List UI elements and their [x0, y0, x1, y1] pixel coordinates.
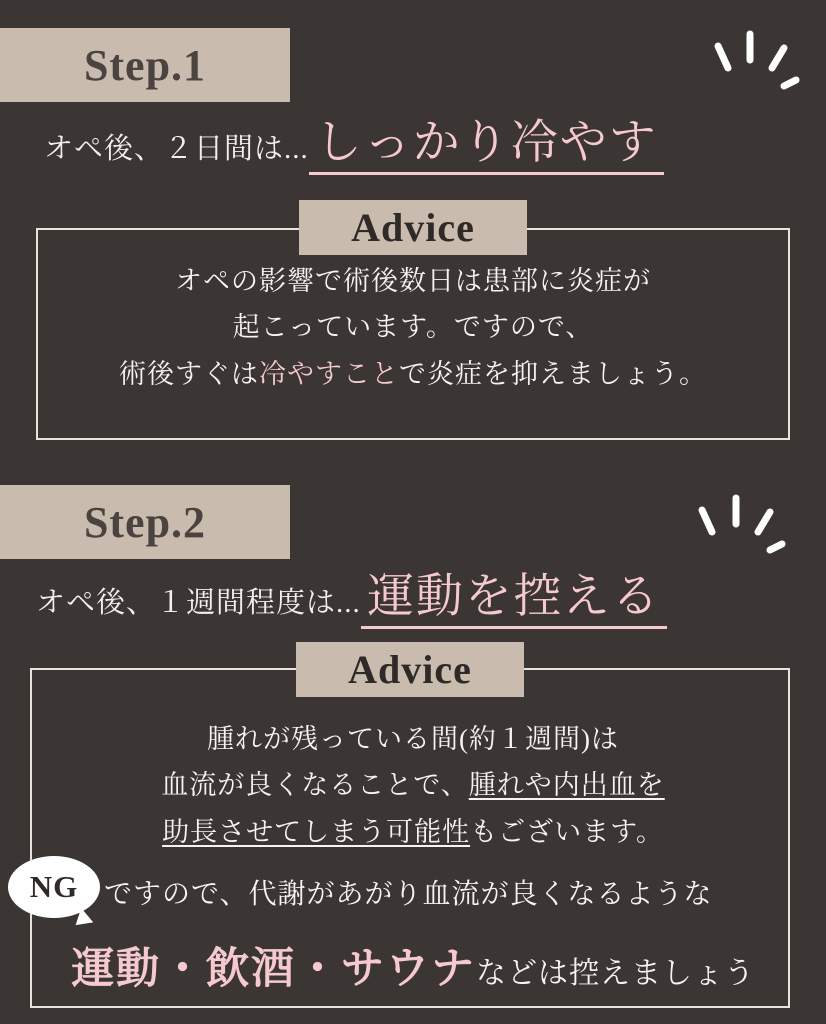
step1-advice-line3-c: で炎症を抑えましょう。 — [399, 358, 707, 389]
step2-lead-row — [36, 572, 667, 629]
step2-ng-line: ですので、代謝があがり血流が良くなるような — [104, 879, 713, 910]
step2-lead-highlight: 運動を控える — [361, 572, 667, 629]
step1-advice-line-3 — [0, 351, 826, 397]
sparkle-icon — [700, 24, 800, 104]
step1-banner — [0, 28, 290, 102]
step2-advice-line3-underline: 助長させてしまう可能性 — [162, 816, 471, 847]
step2-advice-line2-underline: 腫れや内出血を — [468, 770, 665, 801]
step1-lead-small: オペ後、２日間は... — [44, 133, 309, 165]
step2-advice-title-label: Advice — [348, 647, 472, 692]
sparkle-icon-2 — [686, 486, 786, 566]
step1-advice-line3-highlight: 冷やすこと — [259, 358, 399, 389]
step2-advice-line2-a: 血流が良くなることで、 — [161, 770, 469, 801]
step2-final-rest: などは控えましょう — [476, 957, 755, 990]
step2-advice-title — [296, 642, 524, 697]
step1-advice-title — [299, 200, 527, 255]
step1-lead-row — [44, 118, 664, 175]
step1-advice-line-1: オペの影響で術後数日は患部に炎症が — [175, 266, 651, 296]
step2-banner — [0, 485, 290, 559]
ng-badge-label: NG — [29, 869, 79, 904]
step1-advice-body — [0, 258, 826, 397]
ng-badge — [8, 856, 100, 918]
step2-advice-line3-b: もございます。 — [470, 816, 664, 847]
step1-lead-highlight: しっかり冷やす — [309, 118, 664, 175]
step2-advice-line-3 — [0, 809, 826, 855]
step1-advice-title-label: Advice — [351, 205, 475, 250]
step2-advice-line-1: 腫れが残っている間(約１週間)は — [207, 724, 619, 754]
step2-banner-label: Step.2 — [83, 497, 207, 547]
step2-lead-small: オペ後、１週間程度は... — [36, 587, 361, 619]
step2-advice-body — [0, 716, 826, 855]
step1-banner-label: Step.1 — [83, 40, 207, 90]
step1-advice-line3-a: 術後すぐは — [119, 358, 259, 389]
step2-final-line — [0, 935, 826, 996]
step2-advice-line-2 — [0, 762, 826, 808]
step2-final-strong: 運動・飲酒・サウナ — [71, 946, 476, 993]
step1-advice-line-2: 起こっています。ですので、 — [232, 312, 594, 343]
